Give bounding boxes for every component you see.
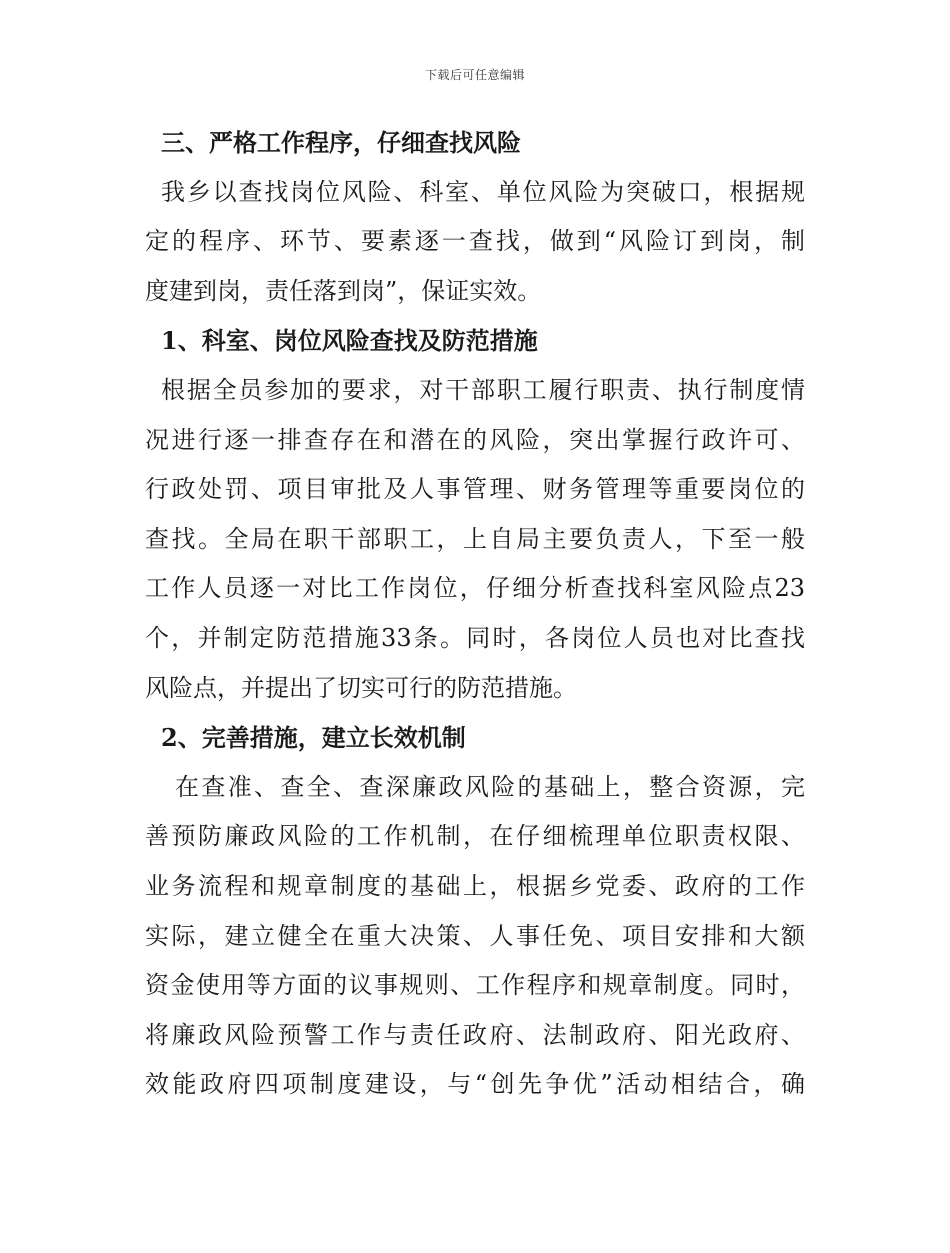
paragraph-2-line: 资金使用等方面的议事规则、工作程序和规章制度。同时， <box>145 971 805 1000</box>
paragraph-1-line: 风险点，并提出了切实可行的防范措施。 <box>145 673 577 702</box>
section-title: 三、严格工作程序，仔细查找风险 <box>161 128 521 157</box>
subheading-1: 1、科室、岗位风险查找及防范措施 <box>161 326 538 356</box>
paragraph-1-line: 行政处罚、项目审批及人事管理、财务管理等重要岗位的 <box>145 475 805 504</box>
intro-line: 定的程序、环节、要素逐一查找，做到“风险订到岗，制 <box>145 227 805 256</box>
paragraph-1-line: 工作人员逐一对比工作岗位，仔细分析查找科室风险点23 <box>145 574 805 603</box>
subheading-2: 2、完善措施，建立长效机制 <box>161 723 466 753</box>
paragraph-2-line: 在查准、查全、查深廉政风险的基础上，整合资源，完 <box>175 772 805 801</box>
paragraph-2-line: 实际，建立健全在重大决策、人事任免、项目安排和大额 <box>145 921 805 950</box>
paragraph-1-line: 况进行逐一排查存在和潜在的风险，突出掌握行政许可、 <box>145 425 805 454</box>
intro-line: 我乡以查找岗位风险、科室、单位风险为突破口，根据规 <box>161 177 805 206</box>
paragraph-2-line: 将廉政风险预警工作与责任政府、法制政府、阳光政府、 <box>145 1020 805 1049</box>
document-body <box>145 118 805 1110</box>
paragraph-1-line: 个，并制定防范措施33条。同时，各岗位人员也对比查找 <box>145 623 805 652</box>
paragraph-2-line: 效能政府四项制度建设，与“创先争优”活动相结合，确 <box>145 1070 805 1099</box>
page-header: 下载后可任意编辑 <box>424 68 525 82</box>
paragraph-1-line: 根据全员参加的要求，对干部职工履行职责、执行制度情 <box>161 375 805 404</box>
intro-line: 度建到岗，责任落到岗”，保证实效。 <box>145 276 542 305</box>
paragraph-1-line: 查找。全局在职干部职工，上自局主要负责人，下至一般 <box>145 524 805 553</box>
paragraph-2-line: 善预防廉政风险的工作机制，在仔细梳理单位职责权限、 <box>145 822 805 851</box>
paragraph-2-line: 业务流程和规章制度的基础上，根据乡党委、政府的工作 <box>145 871 805 900</box>
